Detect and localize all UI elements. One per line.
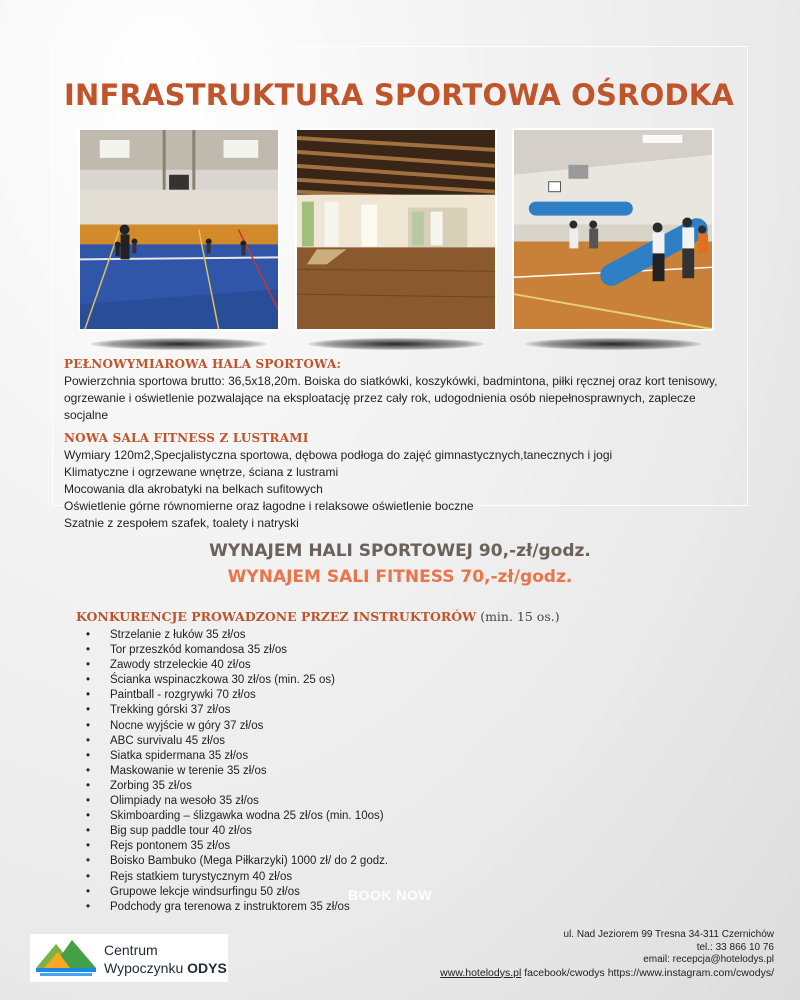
- fitness-description: [64, 447, 754, 532]
- list-item-label: Ścianka wspinaczkowa 30 zł/os (min. 25 os): [110, 674, 335, 687]
- bullet-icon: •: [86, 795, 91, 808]
- bullet-icon: •: [86, 825, 91, 838]
- website-link[interactable]: www.hotelodys.pl: [440, 966, 522, 979]
- list-item: [86, 885, 388, 900]
- list-item: [86, 779, 388, 794]
- contact-phone: tel.: 33 866 10 76: [696, 941, 774, 953]
- bullet-icon: •: [86, 900, 91, 913]
- bullet-icon: •: [86, 644, 91, 657]
- list-item: [86, 794, 388, 809]
- bullet-icon: •: [86, 840, 91, 853]
- list-item: [86, 673, 388, 688]
- contact-email[interactable]: email: recepcja@hotelodys.pl: [643, 954, 774, 965]
- bullet-icon: •: [86, 764, 91, 777]
- bullet-icon: •: [86, 779, 91, 792]
- fitness-line: Klimatyczne i ogrzewane wnętrze, ściana z lustrami: [64, 465, 339, 479]
- photo-shadow: [308, 338, 484, 350]
- list-item: [86, 719, 388, 734]
- list-item-label: Olimpiady na wesoło 35 zł/os: [110, 795, 259, 808]
- competitions-title: KONKURENCJE PROWADZONE PRZEZ INSTRUKTORÓW: [76, 609, 477, 624]
- bullet-icon: •: [86, 810, 91, 823]
- list-item: [86, 734, 388, 749]
- sports-hall-photo: [78, 128, 280, 331]
- list-item-label: Podchody gra terenowa z instruktorem 35 zł/os: [110, 900, 350, 913]
- list-item-label: ABC survivalu 45 zł/os: [110, 734, 226, 747]
- fitness-room-photo: [295, 128, 497, 331]
- fitness-line: Oświetlenie górne równomierne oraz łagodne i relaksowe oświetlenie boczne: [64, 499, 474, 513]
- page-title: INFRASTRUKTURA SPORTOWA OŚRODKA: [64, 78, 735, 112]
- bullet-icon: •: [86, 629, 91, 641]
- list-item: [86, 824, 388, 839]
- group-activity-photo: [512, 128, 714, 331]
- logo-line1: Centrum: [104, 942, 158, 958]
- logo-line2a: Wypoczynku: [104, 960, 184, 976]
- competitions-note: (min. 15 os.): [480, 609, 560, 624]
- list-item: [86, 870, 388, 885]
- competitions-list: [86, 628, 388, 915]
- rent-fitness-price: WYNAJEM SALI FITNESS 70,-zł/godz.: [227, 567, 573, 587]
- bullet-icon: •: [86, 749, 91, 762]
- contact-links: [440, 967, 774, 980]
- list-item: [86, 809, 388, 824]
- list-item-label: Paintball - rozgrywki 70 zł/os: [110, 689, 256, 702]
- bullet-icon: •: [86, 734, 91, 747]
- bullet-icon: •: [86, 659, 91, 672]
- list-item-label: Zawody strzeleckie 40 zł/os: [110, 659, 251, 672]
- list-item: [86, 703, 388, 718]
- list-item: [86, 764, 388, 779]
- list-item-label: Strzelanie z łuków 35 zł/os: [110, 629, 246, 641]
- hall-line: Powierzchnia sportowa brutto: 36,5x18,20m. Boiska do siatkówki, koszykówki, badmintona, piłki ręcznej oraz kort tenisowy,: [64, 374, 718, 388]
- mountains-lake-logo-icon: [34, 938, 98, 978]
- list-item-label: Skimboarding – ślizgawka wodna 25 zł/os (min. 10os): [110, 810, 384, 823]
- photo-shadow: [91, 338, 267, 350]
- logo-line2: [104, 960, 227, 976]
- bullet-icon: •: [86, 719, 91, 732]
- list-item: [86, 628, 388, 643]
- contact-address: ul. Nad Jeziorem 99 Tresna 34-311 Czernichów: [563, 929, 774, 940]
- list-item-label: Tor przeszkód komandosa 35 zł/os: [110, 644, 288, 657]
- list-item-label: Nocne wyjście w góry 37 zł/os: [110, 719, 264, 732]
- list-item-label: Rejs statkiem turystycznym 40 zł/os: [110, 870, 293, 883]
- list-item-label: Trekking górski 37 zł/os: [110, 704, 231, 717]
- bullet-icon: •: [86, 870, 91, 883]
- list-item-label: Grupowe lekcje windsurfingu 50 zł/os: [110, 885, 300, 898]
- list-item-label: Zorbing 35 zł/os: [110, 779, 192, 792]
- list-item-label: Siatka spidermana 35 zł/os: [110, 749, 249, 762]
- list-item: [86, 900, 388, 915]
- hall-heading: PEŁNOWYMIAROWA HALA SPORTOWA:: [64, 357, 342, 371]
- bullet-icon: •: [86, 704, 91, 717]
- facebook-link[interactable]: facebook/cwodys: [524, 966, 605, 979]
- competitions-heading: [76, 609, 560, 624]
- list-item: [86, 839, 388, 854]
- bullet-icon: •: [86, 885, 91, 898]
- list-item: [86, 658, 388, 673]
- logo-brand: ODYS: [187, 960, 227, 976]
- list-item-label: Big sup paddle tour 40 zł/os: [110, 825, 252, 838]
- bullet-icon: •: [86, 674, 91, 687]
- hall-description: [64, 373, 754, 424]
- book-now-button[interactable]: BOOK NOW: [348, 887, 433, 903]
- fitness-heading: NOWA SALA FITNESS Z LUSTRAMI: [64, 431, 309, 445]
- hall-line: socjalne: [64, 408, 109, 422]
- fitness-line: Wymiary 120m2,Specjalistyczna sportowa, dębowa podłoga do zajęć gimnastycznych,tanecznych i jogi: [64, 448, 613, 462]
- logo: [30, 934, 228, 982]
- rent-hall-price: WYNAJEM HALI SPORTOWEJ 90,-zł/godz.: [209, 541, 591, 561]
- contact-info: [440, 929, 774, 979]
- fitness-line: Mocowania dla akrobatyki na belkach sufitowych: [64, 482, 323, 496]
- list-item-label: Rejs pontonem 35 zł/os: [110, 840, 231, 853]
- instagram-link[interactable]: https://www.instagram.com/cwodys/: [607, 966, 774, 979]
- list-item: [86, 643, 388, 658]
- list-item: [86, 749, 388, 764]
- photo-shadow: [525, 338, 701, 350]
- fitness-line: Szatnie z zespołem szafek, toalety i natryski: [64, 516, 299, 530]
- list-item: [86, 688, 388, 703]
- bullet-icon: •: [86, 689, 91, 702]
- list-item: [86, 854, 388, 869]
- list-item-label: Maskowanie w terenie 35 zł/os: [110, 764, 267, 777]
- list-item-label: Boisko Bambuko (Mega Piłkarzyki) 1000 zł/ do 2 godz.: [110, 855, 389, 868]
- hall-line: ogrzewanie i oświetlenie pozwalające na eksploatację przez cały rok, udogodnienia osób niepełnosprawnych, zaplecze: [64, 391, 696, 405]
- bullet-icon: •: [86, 855, 91, 868]
